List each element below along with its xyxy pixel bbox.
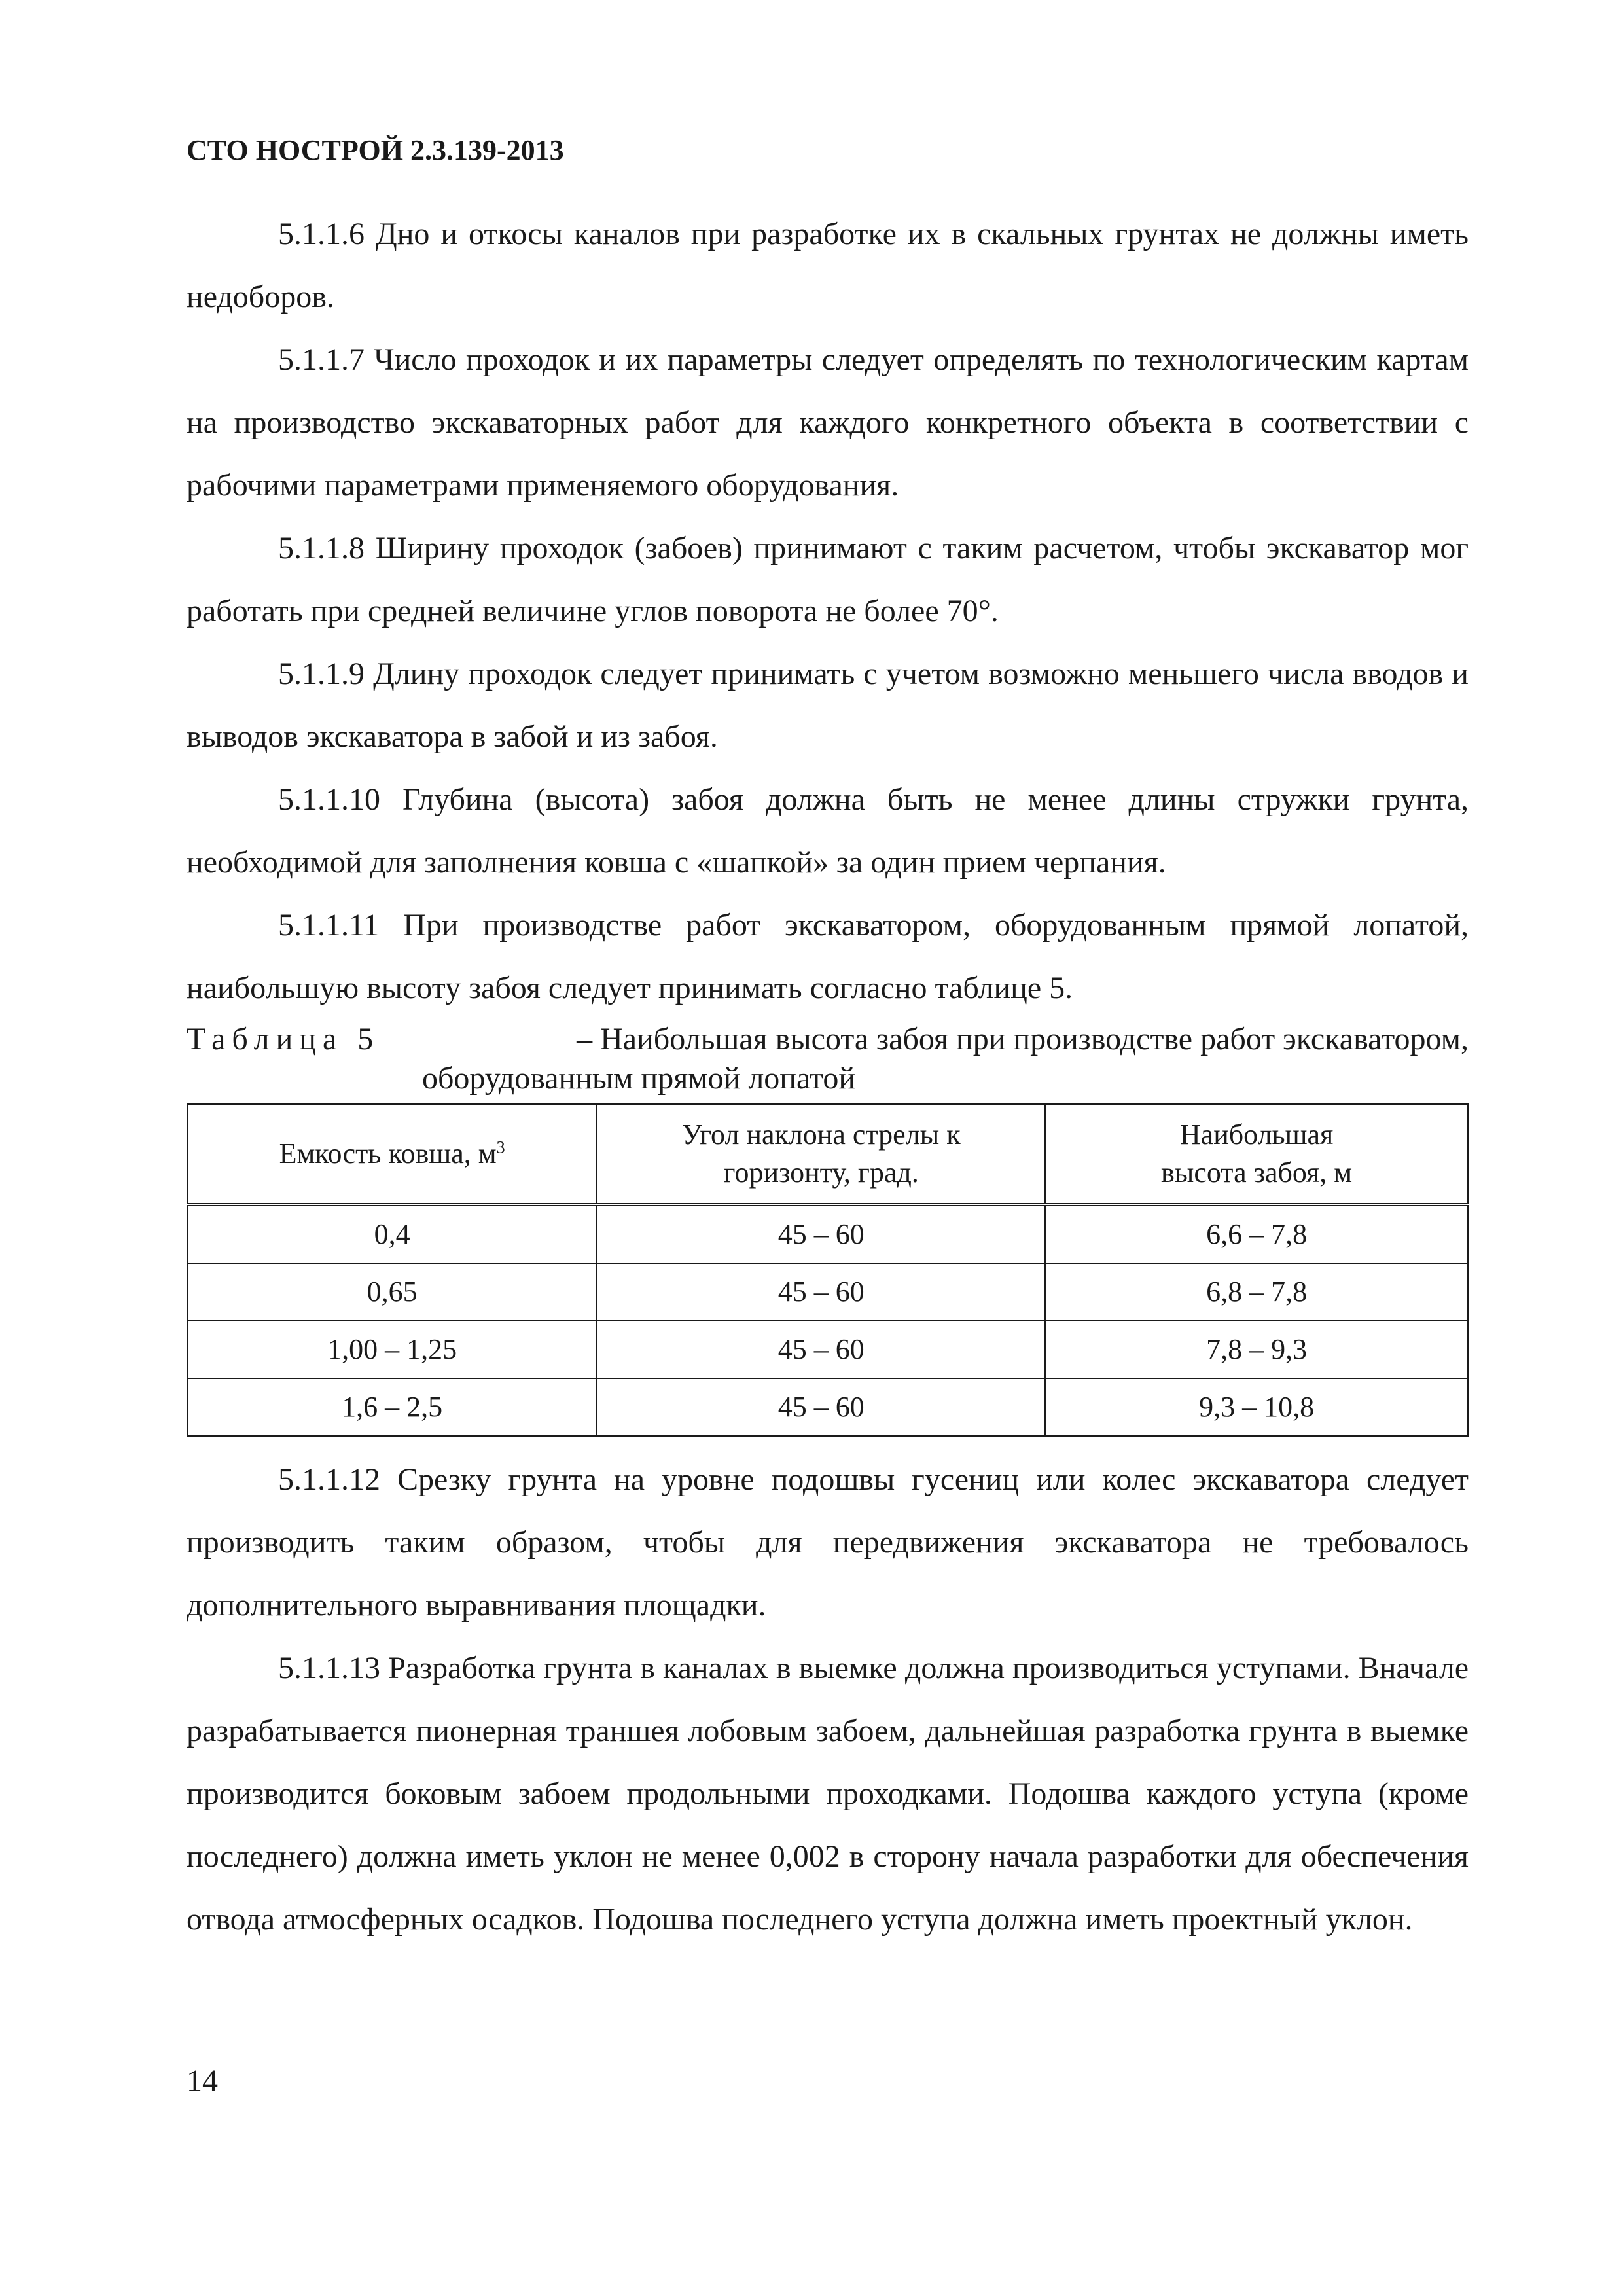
table-row (187, 1378, 1468, 1436)
header-max-face-height (1045, 1104, 1468, 1205)
cell-boom-angle: 45 – 60 (597, 1263, 1045, 1321)
table-row (187, 1321, 1468, 1378)
header-boom-angle-line1: Угол наклона стрелы к (681, 1119, 961, 1151)
table-body (187, 1205, 1468, 1437)
cell-boom-angle: 45 – 60 (597, 1205, 1045, 1264)
cell-boom-angle: 45 – 60 (597, 1378, 1045, 1436)
paragraph-5-1-1-6: 5.1.1.6 Дно и откосы каналов при разработке их в скальных грунтах не должны иметь недоборов. (187, 217, 1469, 314)
header-boom-angle-line2: горизонту, град. (723, 1157, 919, 1189)
header-bucket-capacity-unit-exponent: 3 (496, 1138, 505, 1157)
cell-max-face-height: 9,3 – 10,8 (1045, 1378, 1468, 1436)
table-header (187, 1104, 1468, 1205)
cell-bucket-capacity: 0,4 (187, 1205, 597, 1264)
table-caption (187, 1020, 1469, 1098)
cell-max-face-height: 6,6 – 7,8 (1045, 1205, 1468, 1264)
page-number: 14 (187, 2064, 218, 2098)
paragraph-5-1-1-8: 5.1.1.8 Ширину проходок (забоев) принимают с таким расчетом, чтобы экскаватор мог работать при средней величине углов поворота не более 70°. (187, 531, 1469, 628)
paragraph-5-1-1-7: 5.1.1.7 Число проходок и их параметры следует определять по технологическим картам на производство экскаваторных работ для каждого конкретного объекта в соответствии с рабочими параметрами применяемого оборудования. (187, 342, 1469, 503)
paragraph-5-1-1-9: 5.1.1.9 Длину проходок следует принимать с учетом возможно меньшего числа вводов и выводов экскаватора в забой и из забоя. (187, 656, 1469, 754)
document-header: СТО НОСТРОЙ 2.3.139-2013 (187, 134, 564, 166)
header-boom-angle (597, 1104, 1045, 1205)
header-max-face-height-line1: Наибольшая (1179, 1119, 1334, 1151)
paragraph-5-1-1-11: 5.1.1.11 При производстве работ экскаватором, оборудованным прямой лопатой, наибольшую высоту забоя следует принимать согласно таблице 5. (187, 908, 1469, 1005)
bucket-capacity-table (187, 1103, 1469, 1437)
header-max-face-height-line2: высота забоя, м (1161, 1157, 1353, 1189)
table-row (187, 1263, 1468, 1321)
table-caption-title: – Наибольшая высота забоя при производстве работ экскаватором, (577, 1022, 1469, 1056)
table-caption-prefix: Таблица 5 (187, 1022, 380, 1056)
cell-max-face-height: 7,8 – 9,3 (1045, 1321, 1468, 1378)
cell-boom-angle: 45 – 60 (597, 1321, 1045, 1378)
paragraph-5-1-1-12: 5.1.1.12 Срезку грунта на уровне подошвы гусениц или колес экскаватора следует производить таким образом, чтобы для передвижения экскаватора не требовалось дополнительного выравнивания площадки. (187, 1462, 1469, 1623)
header-bucket-capacity (187, 1104, 597, 1205)
table-row (187, 1205, 1468, 1264)
header-bucket-capacity-label: Емкость ковша, м (279, 1138, 497, 1170)
paragraph-5-1-1-13: 5.1.1.13 Разработка грунта в каналах в выемке должна производиться уступами. Вначале разрабатывается пионерная траншея лобовым забоем, дальнейшая разработка грунта в выемке производится боковым забоем продольными проходками. Подошва каждого уступа (кроме последнего) должна иметь уклон не менее 0,002 в сторону начала разработки для обеспечения отвода атмосферных осадков. Подошва последнего уступа должна иметь проектный уклон. (187, 1651, 1469, 1937)
table-caption-title-continued: оборудованным прямой лопатой (422, 1061, 856, 1096)
table-header-row (187, 1104, 1468, 1205)
cell-bucket-capacity: 0,65 (187, 1263, 597, 1321)
table-caption-line1 (187, 1020, 1469, 1059)
cell-max-face-height: 6,8 – 7,8 (1045, 1263, 1468, 1321)
cell-bucket-capacity: 1,6 – 2,5 (187, 1378, 597, 1436)
paragraph-5-1-1-10: 5.1.1.10 Глубина (высота) забоя должна быть не менее длины стружки грунта, необходимой для заполнения ковша с «шапкой» за один прием черпания. (187, 782, 1469, 880)
cell-bucket-capacity: 1,00 – 1,25 (187, 1321, 597, 1378)
